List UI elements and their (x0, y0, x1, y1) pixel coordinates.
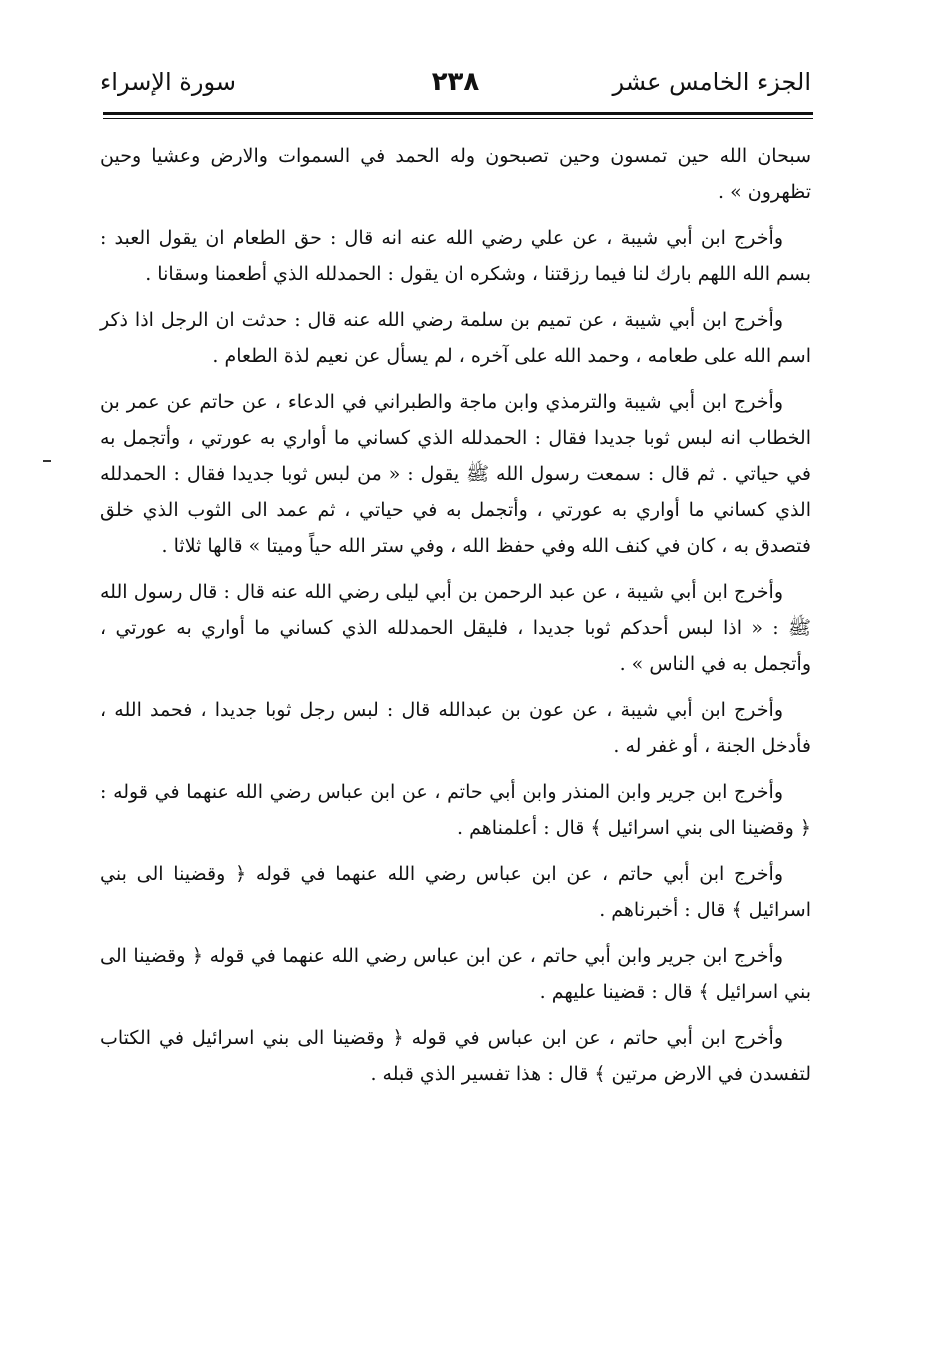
page-body (100, 138, 811, 1102)
paragraph: وأخرج ابن أبي حاتم ، عن ابن عباس رضي الله عنهما في قوله ﴿ وقضينا الى بني اسرائيل ﴾ قال : أخبرناهم . (100, 863, 811, 921)
paragraph: وأخرج ابن أبي شيبة ، عن عون بن عبدالله قال : لبس رجل ثوبا جديدا ، فحمد الله ، فأدخل الجنة ، أو غفر له . (100, 699, 811, 757)
paragraph: وأخرج ابن أبي حاتم ، عن ابن عباس في قوله ﴿ وقضينا الى بني اسرائيل في الكتاب لتفسدن في الارض مرتين ﴾ قال : هذا تفسير الذي قبله . (100, 1027, 811, 1085)
paragraph: وأخرج ابن أبي شيبة ، عن علي رضي الله عنه انه قال : حق الطعام ان يقول العبد : بسم الله اللهم بارك لنا فيما رزقتنا ، وشكره ان يقول : الحمدلله الذي أطعمنا وسقانا . (100, 227, 811, 285)
margin-mark (43, 460, 51, 462)
paragraph: وأخرج ابن أبي شيبة والترمذي وابن ماجة والطبراني في الدعاء ، عن حاتم عن عمر بن الخطاب انه لبس ثوبا جديدا فقال : الحمدلله الذي كساني ما أواري به عورتي ، وأتجمل به في حياتي . ثم قال : سمعت رسول الله ﷺ يقول : « من لبس ثوبا جديدا فقال : الحمدلله الذي كساني ما أواري به عورتي ، وأتجمل به في حياتي ، ثم عمد الى الثوب الذي خلق فتصدق به ، كان في كنف الله وفي حفظ الله ، وفي ستر الله حياً وميتا » قالها ثلاثا . (100, 391, 811, 557)
paragraph: وأخرج ابن أبي شيبة ، عن تميم بن سلمة رضي الله عنه قال : حدثت ان الرجل اذا ذكر اسم الله على طعامه ، وحمد الله على آخره ، لم يسأل عن نعيم لذة الطعام . (100, 309, 811, 367)
paragraph: وأخرج ابن جرير وابن المنذر وابن أبي حاتم ، عن ابن عباس رضي الله عنهما في قوله : ﴿ وقضينا الى بني اسرائيل ﴾ قال : أعلمناهم . (100, 781, 811, 839)
surah-title: سورة الإسراء (100, 68, 236, 96)
paragraph: سبحان الله حين تمسون وحين تصبحون وله الحمد في السموات والارض وعشيا وحين تظهرون » . (100, 145, 811, 203)
header-rule (103, 112, 813, 115)
page-number: ٢٣٨ (431, 67, 480, 97)
page-header (100, 62, 811, 102)
part-title: الجزء الخامس عشر (612, 68, 811, 96)
paragraph: وأخرج ابن أبي شيبة ، عن عبد الرحمن بن أبي ليلى رضي الله عنه قال : قال رسول الله ﷺ : « اذا لبس أحدكم ثوبا جديدا ، فليقل الحمدلله الذي كساني ما أواري به عورتي ، وأتجمل به في الناس » . (100, 581, 811, 675)
header-rule-thin (103, 118, 813, 119)
paragraph: وأخرج ابن جرير وابن أبي حاتم ، عن ابن عباس رضي الله عنهما في قوله ﴿ وقضينا الى بني اسرائيل ﴾ قال : قضينا عليهم . (100, 945, 811, 1003)
